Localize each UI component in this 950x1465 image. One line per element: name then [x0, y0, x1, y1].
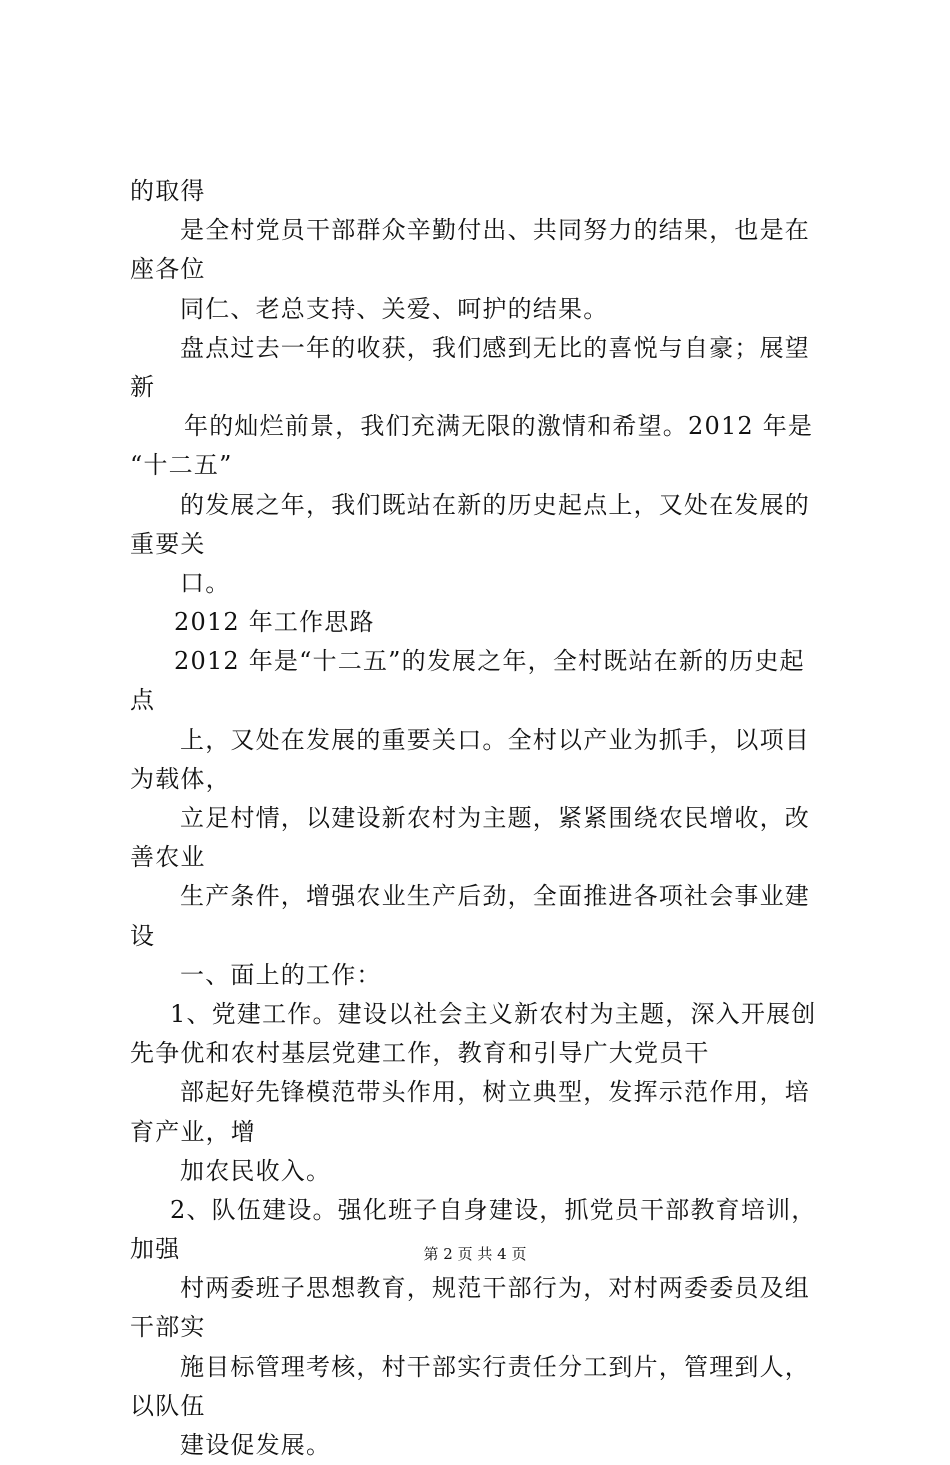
text-line: 点: [130, 686, 156, 715]
text-line: 口。: [180, 568, 231, 597]
text-line: 新: [130, 372, 156, 401]
text-line: 为载体，: [130, 764, 231, 793]
text-line: 立足村情，以建设新农村为主题，紧紧围绕农民增收，改: [180, 804, 810, 832]
text-line: 上，又处在发展的重要关口。全村以产业为抓手，以项目: [180, 725, 810, 754]
section-heading: 2012 年工作思路: [174, 608, 375, 637]
document-body: [130, 172, 850, 1465]
text-line: 同仁、老总支持、关爱、呵护的结果。: [180, 294, 609, 323]
text-line: 座各位: [130, 255, 206, 284]
text-line: 的发展之年，我们既站在新的历史起点上，又处在发展的: [180, 490, 810, 519]
text-line: 村两委班子思想教育，规范干部行为，对村两委委员及组: [180, 1274, 810, 1303]
text-line: 施目标管理考核，村干部实行责任分工到片，管理到人，: [180, 1352, 810, 1381]
text-line: 年的灿烂前景，我们充满无限的激情和希望。2012 年是: [184, 412, 814, 441]
text-line: 育产业，增: [130, 1117, 256, 1146]
text-line: 重要关: [130, 529, 206, 558]
text-line: 1、党建工作。建设以社会主义新农村为主题，深入开展创: [170, 999, 817, 1028]
text-line: “十二五”: [130, 451, 233, 480]
text-line: 生产条件，增强农业生产后劲，全面推进各项社会事业建: [180, 882, 810, 911]
text-line: 2012 年是“十二五”的发展之年，全村既站在新的历史起: [174, 647, 805, 676]
text-line: 以队伍: [130, 1391, 206, 1420]
text-line: 的取得: [130, 177, 206, 205]
text-line: 加农民收入。: [180, 1156, 332, 1185]
text-line: 干部实: [130, 1313, 206, 1342]
text-line: 设: [130, 921, 156, 950]
text-line: 2、队伍建设。强化班子自身建设，抓党员干部教育培训，: [170, 1195, 817, 1224]
text-line: 部起好先锋模范带头作用，树立典型，发挥示范作用，培: [180, 1078, 810, 1107]
page-number-footer: 第 2 页 共 4 页: [423, 1245, 527, 1263]
section-heading: 一、面上的工作：: [180, 960, 382, 989]
text-line: 盘点过去一年的收获，我们感到无比的喜悦与自豪；展望: [180, 333, 810, 362]
text-line: 建设促发展。: [180, 1431, 332, 1459]
text-line: 善农业: [130, 843, 206, 872]
text-line: 先争优和农村基层党建工作，教育和引导广大党员干: [130, 1039, 710, 1068]
text-line: 是全村党员干部群众辛勤付出、共同努力的结果，也是在: [180, 216, 810, 245]
text-line: 加强: [130, 1235, 181, 1264]
